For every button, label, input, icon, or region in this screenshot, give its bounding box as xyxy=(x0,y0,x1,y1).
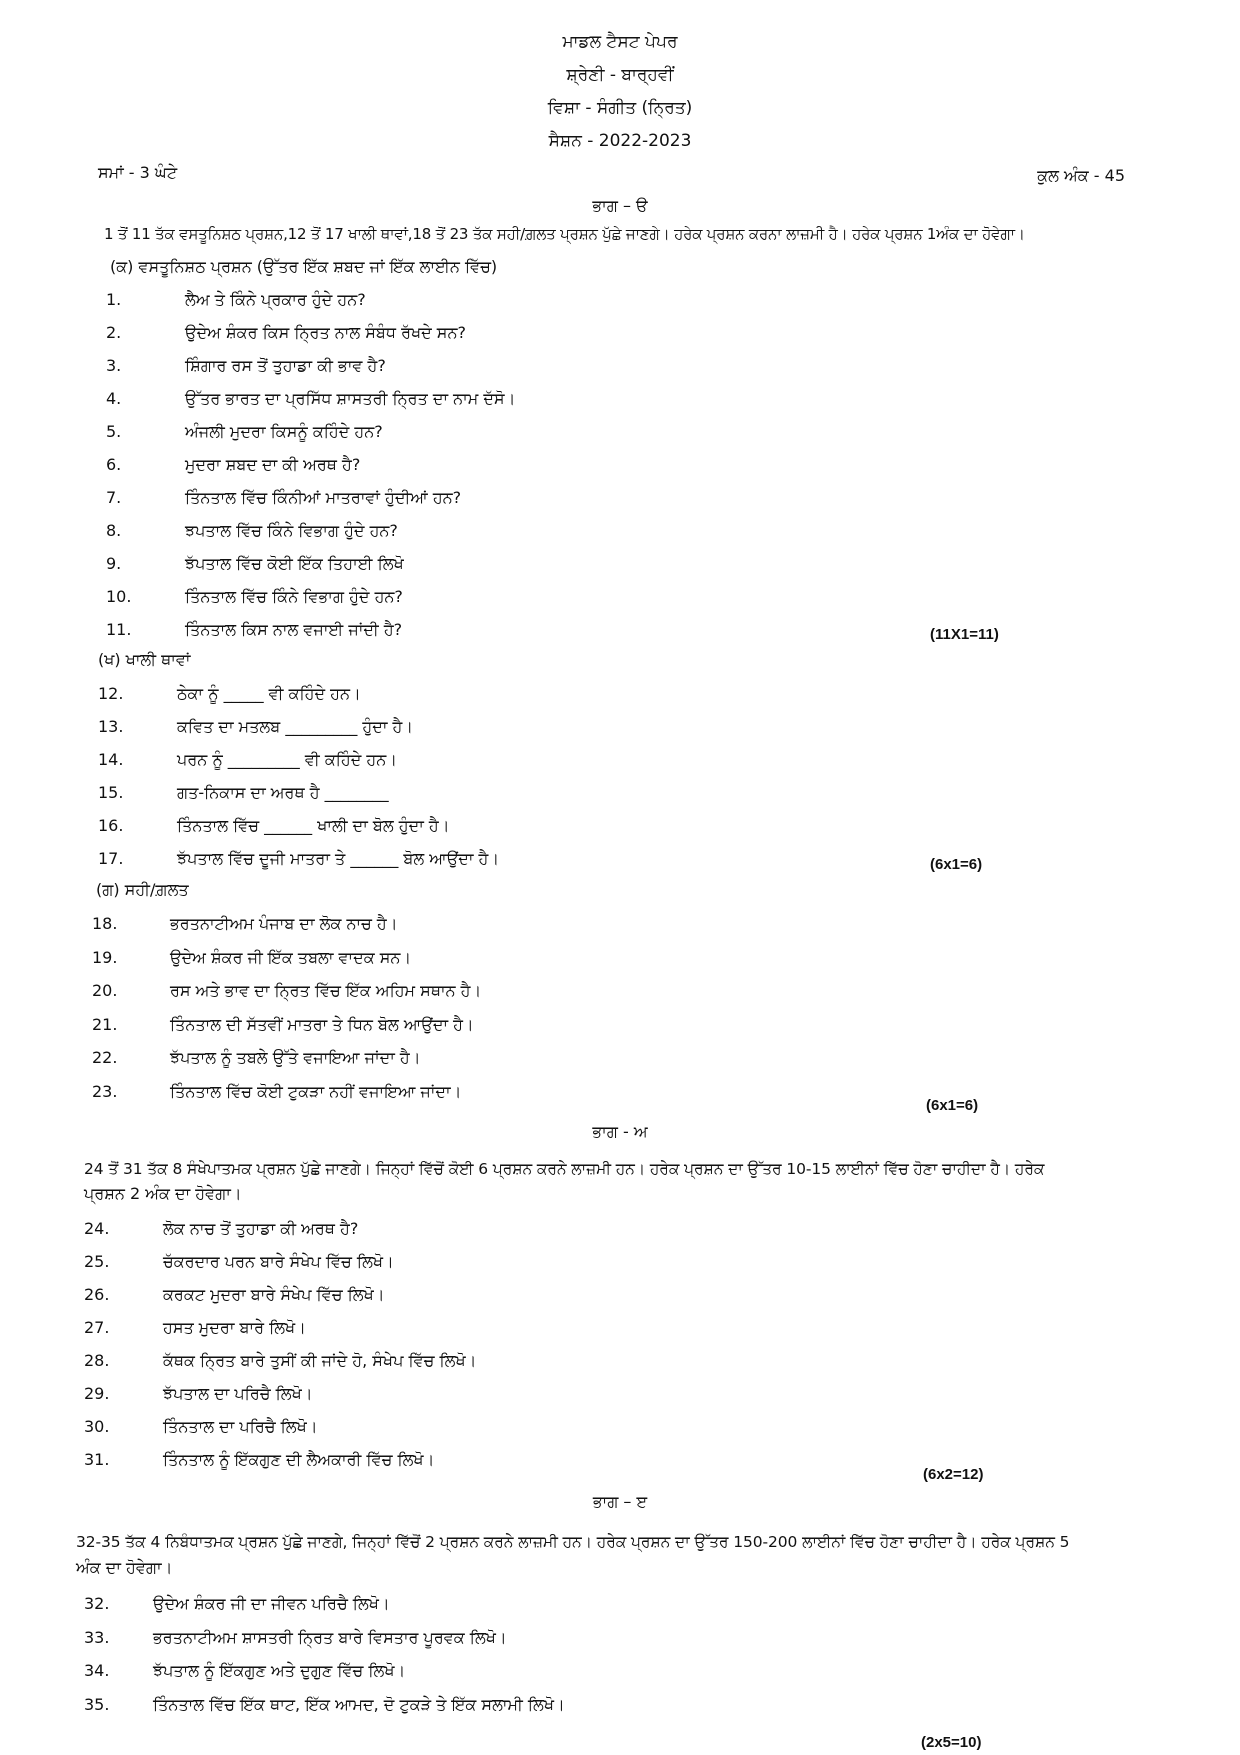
part-b-instruction-2: ਪ੍ਰਸ਼ਨ 2 ਅੰਕ ਦਾ ਹੋਵੇਗਾ। xyxy=(84,1184,242,1203)
question-number: 3. xyxy=(106,356,122,375)
question-text: ਤਿੰਨਤਾਲ ਨੂੰ ਇੱਕਗੁਣ ਦੀ ਲੈਅਕਾਰੀ ਵਿੱਚ ਲਿਖੋ। xyxy=(163,1450,435,1469)
question-text: ਮੁਦਰਾ ਸ਼ਬਦ ਦਾ ਕੀ ਅਰਥ ਹੈ? xyxy=(185,455,361,474)
section-kh-heading: (ਖ) ਖਾਲੀ ਥਾਵਾਂ xyxy=(98,650,191,669)
question-number: 8. xyxy=(106,521,122,540)
question-text: ਤਿੰਨਤਾਲ ਵਿੱਚ ______ ਖਾਲੀ ਦਾ ਬੋਲ ਹੁੰਦਾ ਹੈ। xyxy=(177,816,450,835)
question-text: ਉਦੇਅ ਸ਼ੰਕਰ ਕਿਸ ਨ੍ਰਿਤ ਨਾਲ ਸੰਬੰਧ ਰੱਖਦੇ ਸਨ? xyxy=(185,323,466,342)
question-text: ਉਦੇਅ ਸ਼ੰਕਰ ਜੀ ਇੱਕ ਤਬਲਾ ਵਾਦਕ ਸਨ। xyxy=(170,947,412,967)
question-text: ਸ਼ਿੰਗਾਰ ਰਸ ਤੋਂ ਤੁਹਾਡਾ ਕੀ ਭਾਵ ਹੈ? xyxy=(185,356,386,375)
question-number: 21. xyxy=(92,1014,118,1034)
question-number: 11. xyxy=(106,620,132,639)
question-text: ਤਿੰਨਤਾਲ ਵਿੱਚ ਕਿੰਨੀਆਂ ਮਾਤਰਾਵਾਂ ਹੁੰਦੀਆਂ ਹਨ? xyxy=(185,488,462,507)
question-text: ਤਿੰਨਤਾਲ ਵਿੱਚ ਕੋਈ ਟੁਕੜਾ ਨਹੀਂ ਵਜਾਇਆ ਜਾਂਦਾ। xyxy=(170,1081,462,1101)
question-text: ਝੱਪਤਾਲ ਵਿੱਚ ਦੂਜੀ ਮਾਤਰਾ ਤੇ ______ ਬੋਲ ਆਉਂਦਾ ਹੈ। xyxy=(177,849,500,868)
question-number: 33. xyxy=(84,1627,110,1647)
question-text: ਤਿੰਨਤਾਲ ਕਿਸ ਨਾਲ ਵਜਾਈ ਜਾਂਦੀ ਹੈ? xyxy=(185,620,403,639)
section-k-heading: (ਕ) ਵਸਤੂਨਿਸ਼ਠ ਪ੍ਰਸ਼ਨ (ਉੱਤਰ ਇੱਕ ਸ਼ਬਦ ਜਾਂ ਇੱਕ ਲਾਈਨ ਵਿੱਚ) xyxy=(110,257,498,276)
marks-g: (6x1=6) xyxy=(926,1097,979,1114)
question-number: 4. xyxy=(106,389,122,408)
paper-title: ਮਾਡਲ ਟੈਸਟ ਪੇਪਰ xyxy=(562,32,678,52)
question-text: ਝਪਤਾਲ ਵਿੱਚ ਕਿੰਨੇ ਵਿਭਾਗ ਹੁੰਦੇ ਹਨ? xyxy=(185,521,398,540)
question-text: ਲੋਕ ਨਾਚ ਤੋਂ ਤੁਹਾਡਾ ਕੀ ਅਰਥ ਹੈ? xyxy=(163,1219,359,1238)
question-text: ਤਿੰਨਤਾਲ ਦਾ ਪਰਿਚੈ ਲਿਖੋ। xyxy=(163,1417,318,1436)
question-text: ਝੱਪਤਾਲ ਨੂੰ ਤਬਲੇ ਉੱਤੇ ਵਜਾਇਆ ਜਾਂਦਾ ਹੈ। xyxy=(170,1048,421,1067)
session-label: ਸੈਸ਼ਨ - 2022-2023 xyxy=(548,131,692,151)
question-text: ਝੱਪਤਾਲ ਵਿੱਚ ਕੋਈ ਇੱਕ ਤਿਹਾਈ ਲਿਖੋ xyxy=(185,554,404,573)
marks-c: (2x5=10) xyxy=(921,1734,982,1751)
question-text: ਤਿੰਨਤਾਲ ਵਿੱਚ ਇੱਕ ਥਾਟ, ਇੱਕ ਆਮਦ, ਦੋ ਟੁਕੜੇ ਤੇ ਇੱਕ ਸਲਾਮੀ ਲਿਖੋ। xyxy=(153,1694,565,1714)
question-number: 25. xyxy=(84,1252,110,1271)
part-c-instruction-1: 32-35 ਤੱਕ 4 ਨਿਬੰਧਾਤਮਕ ਪ੍ਰਸ਼ਨ ਪੁੱਛੇ ਜਾਣਗੇ, ਜਿਨ੍ਹਾਂ ਵਿੱਚੋਂ 2 ਪ੍ਰਸ਼ਨ ਕਰਨੇ ਲਾਜ਼ਮੀ ਹਨ। ਹਰੇਕ ਪ੍ਰਸ਼ਨ ਦਾ ਉੱਤਰ 150-200 ਲਾਈਨਾਂ ਵਿੱਚ ਹੋਣਾ ਚਾਹੀਦਾ ਹੈ। ਹਰੇਕ ਪ੍ਰਸ਼ਨ 5 xyxy=(76,1533,1070,1551)
question-text: ਝੱਪਤਾਲ ਦਾ ਪਰਿਚੈ ਲਿਖੋ। xyxy=(163,1384,313,1403)
subject-label: ਵਿਸ਼ਾ - ਸੰਗੀਤ (ਨ੍ਰਿਤ) xyxy=(547,98,693,118)
marks-kh: (6x1=6) xyxy=(930,856,983,873)
question-number: 23. xyxy=(92,1081,118,1101)
question-number: 7. xyxy=(106,488,122,507)
question-number: 22. xyxy=(92,1048,118,1067)
question-number: 20. xyxy=(92,981,118,1000)
section-g-heading: (ਗ) ਸਹੀ/ਗ਼ਲਤ xyxy=(96,880,189,899)
question-text: ਉਦੇਅ ਸ਼ੰਕਰ ਜੀ ਦਾ ਜੀਵਨ ਪਰਿਚੈ ਲਿਖੋ। xyxy=(153,1594,390,1613)
question-text: ਤਿੰਨਤਾਲ ਵਿੱਚ ਕਿੰਨੇ ਵਿਭਾਗ ਹੁੰਦੇ ਹਨ? xyxy=(185,587,403,606)
question-number: 18. xyxy=(92,914,118,933)
question-text: ਕਵਿਤ ਦਾ ਮਤਲਬ _________ ਹੁੰਦਾ ਹੈ। xyxy=(177,717,414,736)
question-text: ਅੰਜਲੀ ਮੁਦਰਾ ਕਿਸਨੂੰ ਕਹਿੰਦੇ ਹਨ? xyxy=(185,422,383,441)
question-number: 5. xyxy=(106,422,122,441)
question-number: 2. xyxy=(106,323,122,342)
part-c-heading: ਭਾਗ – ੲ xyxy=(592,1492,648,1511)
question-number: 30. xyxy=(84,1417,110,1436)
time-label: ਸਮਾਂ - 3 ਘੰਟੇ xyxy=(98,163,178,182)
question-number: 35. xyxy=(84,1694,110,1714)
question-number: 1. xyxy=(106,290,122,309)
question-text: ਤਿੰਨਤਾਲ ਦੀ ਸੱਤਵੀਂ ਮਾਤਰਾ ਤੇ ਧਿਨ ਬੋਲ ਆਉਂਦਾ ਹੈ। xyxy=(170,1014,474,1034)
question-number: 26. xyxy=(84,1285,110,1304)
question-number: 28. xyxy=(84,1351,110,1370)
question-number: 9. xyxy=(106,554,122,573)
part-a-heading: ਭਾਗ – ੳ xyxy=(592,196,648,215)
total-marks-label: ਕੁਲ ਅੰਕ - 45 xyxy=(1037,166,1125,185)
question-text: ਉੱਤਰ ਭਾਰਤ ਦਾ ਪ੍ਰਸਿੱਧ ਸ਼ਾਸਤਰੀ ਨ੍ਰਿਤ ਦਾ ਨਾਮ ਦੱਸੋ। xyxy=(185,389,516,408)
question-text: ਕਰਕਟ ਮੁਦਰਾ ਬਾਰੇ ਸੰਖੇਪ ਵਿੱਚ ਲਿਖੋ। xyxy=(163,1285,385,1304)
question-number: 14. xyxy=(98,750,124,769)
question-text: ਚੱਕਰਦਾਰ ਪਰਨ ਬਾਰੇ ਸੰਖੇਪ ਵਿੱਚ ਲਿਖੋ। xyxy=(163,1252,394,1271)
question-number: 34. xyxy=(84,1661,110,1680)
question-number: 17. xyxy=(98,849,124,868)
question-text: ਭਰਤਨਾਟੀਅਮ ਸ਼ਾਸਤਰੀ ਨ੍ਰਿਤ ਬਾਰੇ ਵਿਸਤਾਰ ਪੂਰਵਕ ਲਿਖੋ। xyxy=(153,1627,507,1647)
question-text: ਪਰਨ ਨੂੰ _________ ਵੀ ਕਹਿੰਦੇ ਹਨ। xyxy=(177,750,397,769)
question-text: ਗਤ-ਨਿਕਾਸ ਦਾ ਅਰਥ ਹੈ ________ xyxy=(177,783,389,802)
part-c-instruction-2: ਅੰਕ ਦਾ ਹੋਵੇਗਾ। xyxy=(76,1558,173,1577)
part-b-instruction-1: 24 ਤੋਂ 31 ਤੱਕ 8 ਸੰਖੇਪਾਤਮਕ ਪ੍ਰਸ਼ਨ ਪੁੱਛੇ ਜਾਣਗੇ। ਜਿਨ੍ਹਾਂ ਵਿੱਚੋਂ ਕੋਈ 6 ਪ੍ਰਸ਼ਨ ਕਰਨੇ ਲਾਜ਼ਮੀ ਹਨ। ਹਰੇਕ ਪ੍ਰਸ਼ਨ ਦਾ ਉੱਤਰ 10-15 ਲਾਈਨਾਂ ਵਿੱਚ ਹੋਣਾ ਚਾਹੀਦਾ ਹੈ। ਹਰੇਕ xyxy=(84,1160,1045,1178)
question-text: ਹਸਤ ਮੁਦਰਾ ਬਾਰੇ ਲਿਖੋ। xyxy=(163,1318,306,1337)
question-number: 24. xyxy=(84,1219,110,1238)
question-number: 32. xyxy=(84,1594,110,1613)
question-number: 13. xyxy=(98,717,124,736)
question-text: ਲੈਅ ਤੇ ਕਿੰਨੇ ਪ੍ਰਕਾਰ ਹੁੰਦੇ ਹਨ? xyxy=(185,290,366,309)
question-text: ਭਰਤਨਾਟੀਅਮ ਪੰਜਾਬ ਦਾ ਲੋਕ ਨਾਚ ਹੈ। xyxy=(170,914,398,933)
question-number: 15. xyxy=(98,783,124,802)
question-number: 27. xyxy=(84,1318,110,1337)
question-number: 10. xyxy=(106,587,132,606)
part-a-instruction: 1 ਤੋਂ 11 ਤੱਕ ਵਸਤੂਨਿਸ਼ਠ ਪ੍ਰਸ਼ਨ,12 ਤੋਂ 17 ਖਾਲੀ ਥਾਵਾਂ,18 ਤੋਂ 23 ਤੱਕ ਸਹੀ/ਗ਼ਲਤ ਪ੍ਰਸ਼ਨ ਪੁੱਛੇ ਜਾਣਗੇ। ਹਰੇਕ ਪ੍ਰਸ਼ਨ ਕਰਨਾ ਲਾਜ਼ਮੀ ਹੈ। ਹਰੇਕ ਪ੍ਰਸ਼ਨ 1ਅੰਕ ਦਾ ਹੋਵੇਗਾ। xyxy=(104,225,1025,243)
question-text: ਠੇਕਾ ਨੂੰ _____ ਵੀ ਕਹਿੰਦੇ ਹਨ। xyxy=(177,684,361,703)
class-label: ਸ਼੍ਰੇਣੀ - ਬਾਰ੍ਹਵੀਂ xyxy=(566,65,674,85)
question-number: 31. xyxy=(84,1450,110,1469)
question-number: 19. xyxy=(92,947,118,967)
part-b-heading: ਭਾਗ - ਅ xyxy=(592,1122,648,1141)
question-number: 16. xyxy=(98,816,124,835)
question-text: ਰਸ ਅਤੇ ਭਾਵ ਦਾ ਨ੍ਰਿਤ ਵਿੱਚ ਇੱਕ ਅਹਿਮ ਸਥਾਨ ਹੈ। xyxy=(170,981,482,1000)
question-text: ਝੱਪਤਾਲ ਨੂੰ ਇੱਕਗੁਣ ਅਤੇ ਦੁਗੁਣ ਵਿੱਚ ਲਿਖੋ। xyxy=(153,1661,406,1680)
question-text: ਕੱਥਕ ਨ੍ਰਿਤ ਬਾਰੇ ਤੁਸੀਂ ਕੀ ਜਾਂਦੇ ਹੋ, ਸੰਖੇਪ ਵਿੱਚ ਲਿਖੋ। xyxy=(163,1351,477,1370)
question-number: 12. xyxy=(98,684,124,703)
marks-k: (11X1=11) xyxy=(930,626,999,643)
question-number: 29. xyxy=(84,1384,110,1403)
marks-b: (6x2=12) xyxy=(923,1466,984,1483)
question-number: 6. xyxy=(106,455,122,474)
